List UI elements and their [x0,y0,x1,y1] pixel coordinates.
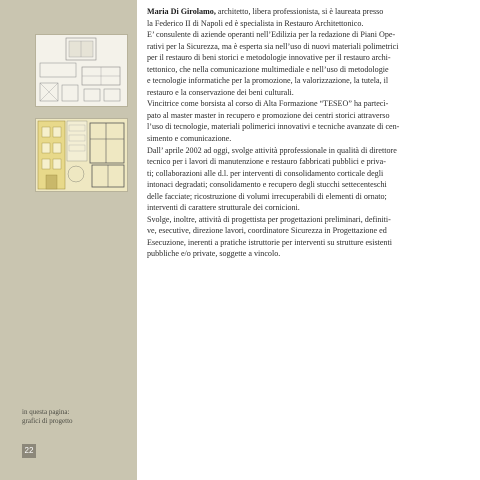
image-caption [22,408,122,425]
bio-line: Dall’ aprile 2002 ad oggi, svolge attività pprofessionale in qualità di direttore [147,145,397,155]
project-drawing-thumbnail-1 [35,34,128,107]
floor-plan-drawing [36,35,127,106]
page-number: 22 [24,446,34,455]
bio-line: Svolge, inoltre, attività di progettista per progettazioni preliminari, definiti- [147,214,391,224]
bio-line: e tecnologie informatiche per la promozione, la valorizzazione, la tutela, il [147,76,389,86]
facade-and-plan-drawing [36,119,127,191]
caption-line-2: grafici di progetto [22,416,73,425]
bio-line: pato al master master in recupero e promozione dei centri storici attraverso [147,110,390,120]
bio-line: E’ consulente di aziende operanti nell’Edilizia per la redazione di Piani Ope- [147,30,396,40]
bio-line: per il restauro di beni storici e metodologie innovative per il restauro archi- [147,53,391,63]
bio-line: tecnico per i lavori di manutenzione e restauro fabbricati pubblici e priva- [147,157,386,167]
bio-line: Esecuzione, inerenti a pratiche istruttorie per interventi su strutture esistenti [147,237,392,247]
bio-line: ti; collaborazioni alle d.l. per interventi di consolidamento corticale degli [147,168,384,178]
caption-line-1: in questa pagina: [22,408,70,416]
bio-line: simento e comunicazione. [147,134,232,144]
bio-line: intonaci degradati; consolidamento e recupero degli stucchi settecenteschi [147,180,387,190]
project-drawing-thumbnail-2 [35,118,128,192]
bio-line: tettonico, che nella comunicazione multimediale e nell’uso di metodologie [147,64,389,74]
bio-line: ve, esecutive, direzione lavori, coordinatore Sicurezza in Progettazione ed [147,226,387,236]
bio-line: restauro e la conservazione dei beni culturali. [147,87,294,97]
bio-line: la Federico II di Napoli ed è specialista in Restauro Architettonico. [147,18,364,28]
bio-line: rativi per la Sicurezza, ma è esperta sia nell’uso di nuovi materiali polimetrici [147,41,399,51]
author-name: Maria Di Girolamo, [147,7,216,16]
bio-line: l’uso di tecnologie, materiali polimerici innovativi e tecniche avanzate di cen- [147,122,400,132]
biography-text [147,6,424,260]
bio-first-line-rest: architetto, libera professionista, si è laureata presso [215,7,384,16]
bio-line-0 [147,6,424,18]
bio-line: interventi di carattere strutturale dei cornicioni. [147,203,300,213]
bio-line: pubbliche e/o private, soggette a vincolo. [147,249,281,259]
bio-line: delle facciate; ricostruzione di volumi irrecuperabili di elementi di ornato; [147,191,387,201]
bio-line: Vincitrice come borsista al corso di Alta Formazione “TESEO” ha partecì- [147,99,389,109]
